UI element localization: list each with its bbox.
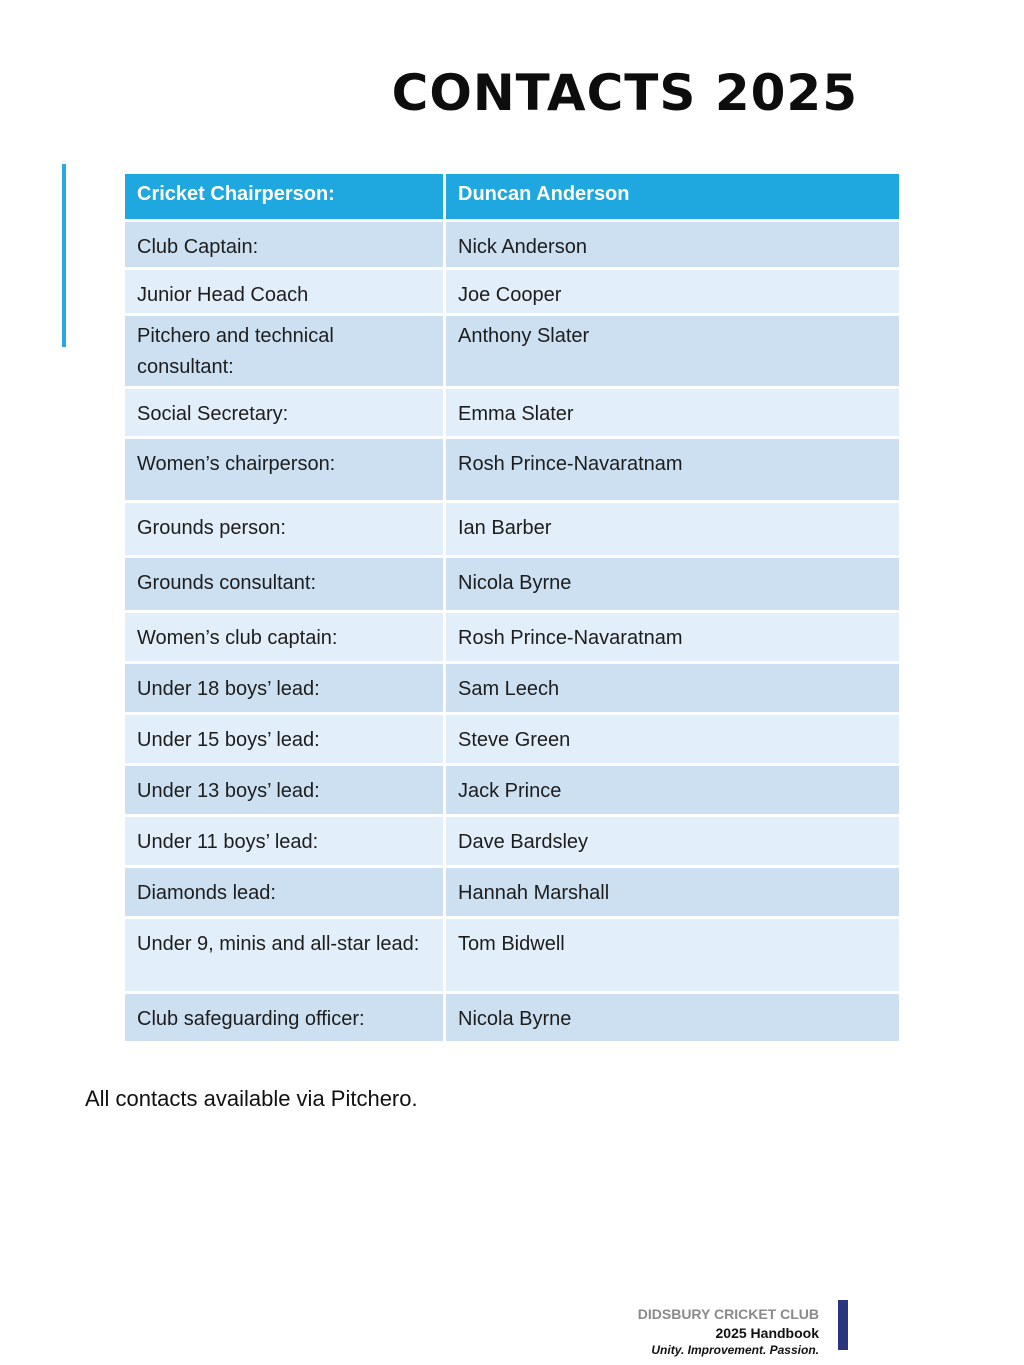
name-cell: Joe Cooper: [446, 270, 899, 313]
role-cell: Diamonds lead:: [125, 868, 446, 916]
page-title: CONTACTS 2025: [391, 64, 858, 122]
role-cell: Women’s club captain:: [125, 613, 446, 661]
accent-bar: [62, 164, 66, 347]
name-cell: Emma Slater: [446, 389, 899, 436]
name-cell: Rosh Prince-Navaratnam: [446, 439, 899, 500]
role-cell: Under 9, minis and all-star lead:: [125, 919, 446, 991]
table-row: [125, 994, 899, 1041]
table-row: [125, 664, 899, 712]
name-cell: Ian Barber: [446, 503, 899, 555]
name-cell: Nick Anderson: [446, 222, 899, 267]
role-cell: Women’s chairperson:: [125, 439, 446, 500]
footer-handbook-label: 2025 Handbook: [715, 1325, 819, 1341]
footer: [638, 1305, 819, 1358]
table-row: [125, 270, 899, 313]
name-cell: Anthony Slater: [446, 316, 899, 386]
table-row: [125, 817, 899, 865]
name-cell: Rosh Prince-Navaratnam: [446, 613, 899, 661]
name-cell: Sam Leech: [446, 664, 899, 712]
role-cell: Grounds consultant:: [125, 558, 446, 610]
name-cell: Hannah Marshall: [446, 868, 899, 916]
name-cell: Steve Green: [446, 715, 899, 763]
role-cell: Club safeguarding officer:: [125, 994, 446, 1041]
role-cell: Under 13 boys’ lead:: [125, 766, 446, 814]
name-cell: Duncan Anderson: [446, 174, 899, 219]
footer-club-name: DIDSBURY CRICKET CLUB: [637, 1306, 819, 1322]
table-row: [125, 558, 899, 610]
table-row: [125, 613, 899, 661]
contacts-note: All contacts available via Pitchero.: [85, 1086, 418, 1111]
role-cell: Under 11 boys’ lead:: [125, 817, 446, 865]
footer-accent-bar: [838, 1300, 848, 1350]
table-row: [125, 503, 899, 555]
footer-motto: Unity. Improvement. Passion.: [651, 1343, 819, 1357]
contacts-table: [125, 171, 899, 1044]
table-row: [125, 389, 899, 436]
table-row: [125, 222, 899, 267]
table-row: [125, 868, 899, 916]
table-row: [125, 919, 899, 991]
name-cell: Tom Bidwell: [446, 919, 899, 991]
role-cell: Grounds person:: [125, 503, 446, 555]
role-cell: Club Captain:: [125, 222, 446, 267]
name-cell: Nicola Byrne: [446, 558, 899, 610]
table-row: [125, 439, 899, 500]
role-cell: Pitchero and technical consultant:: [125, 316, 446, 386]
table-row: [125, 766, 899, 814]
role-cell: Junior Head Coach: [125, 270, 446, 313]
table-row: [125, 316, 899, 386]
table-row: [125, 715, 899, 763]
role-cell: Under 15 boys’ lead:: [125, 715, 446, 763]
role-cell: Under 18 boys’ lead:: [125, 664, 446, 712]
table-header-row: [125, 174, 899, 219]
name-cell: Dave Bardsley: [446, 817, 899, 865]
name-cell: Nicola Byrne: [446, 994, 899, 1041]
name-cell: Jack Prince: [446, 766, 899, 814]
role-cell: Social Secretary:: [125, 389, 446, 436]
role-cell: Cricket Chairperson:: [125, 174, 446, 219]
